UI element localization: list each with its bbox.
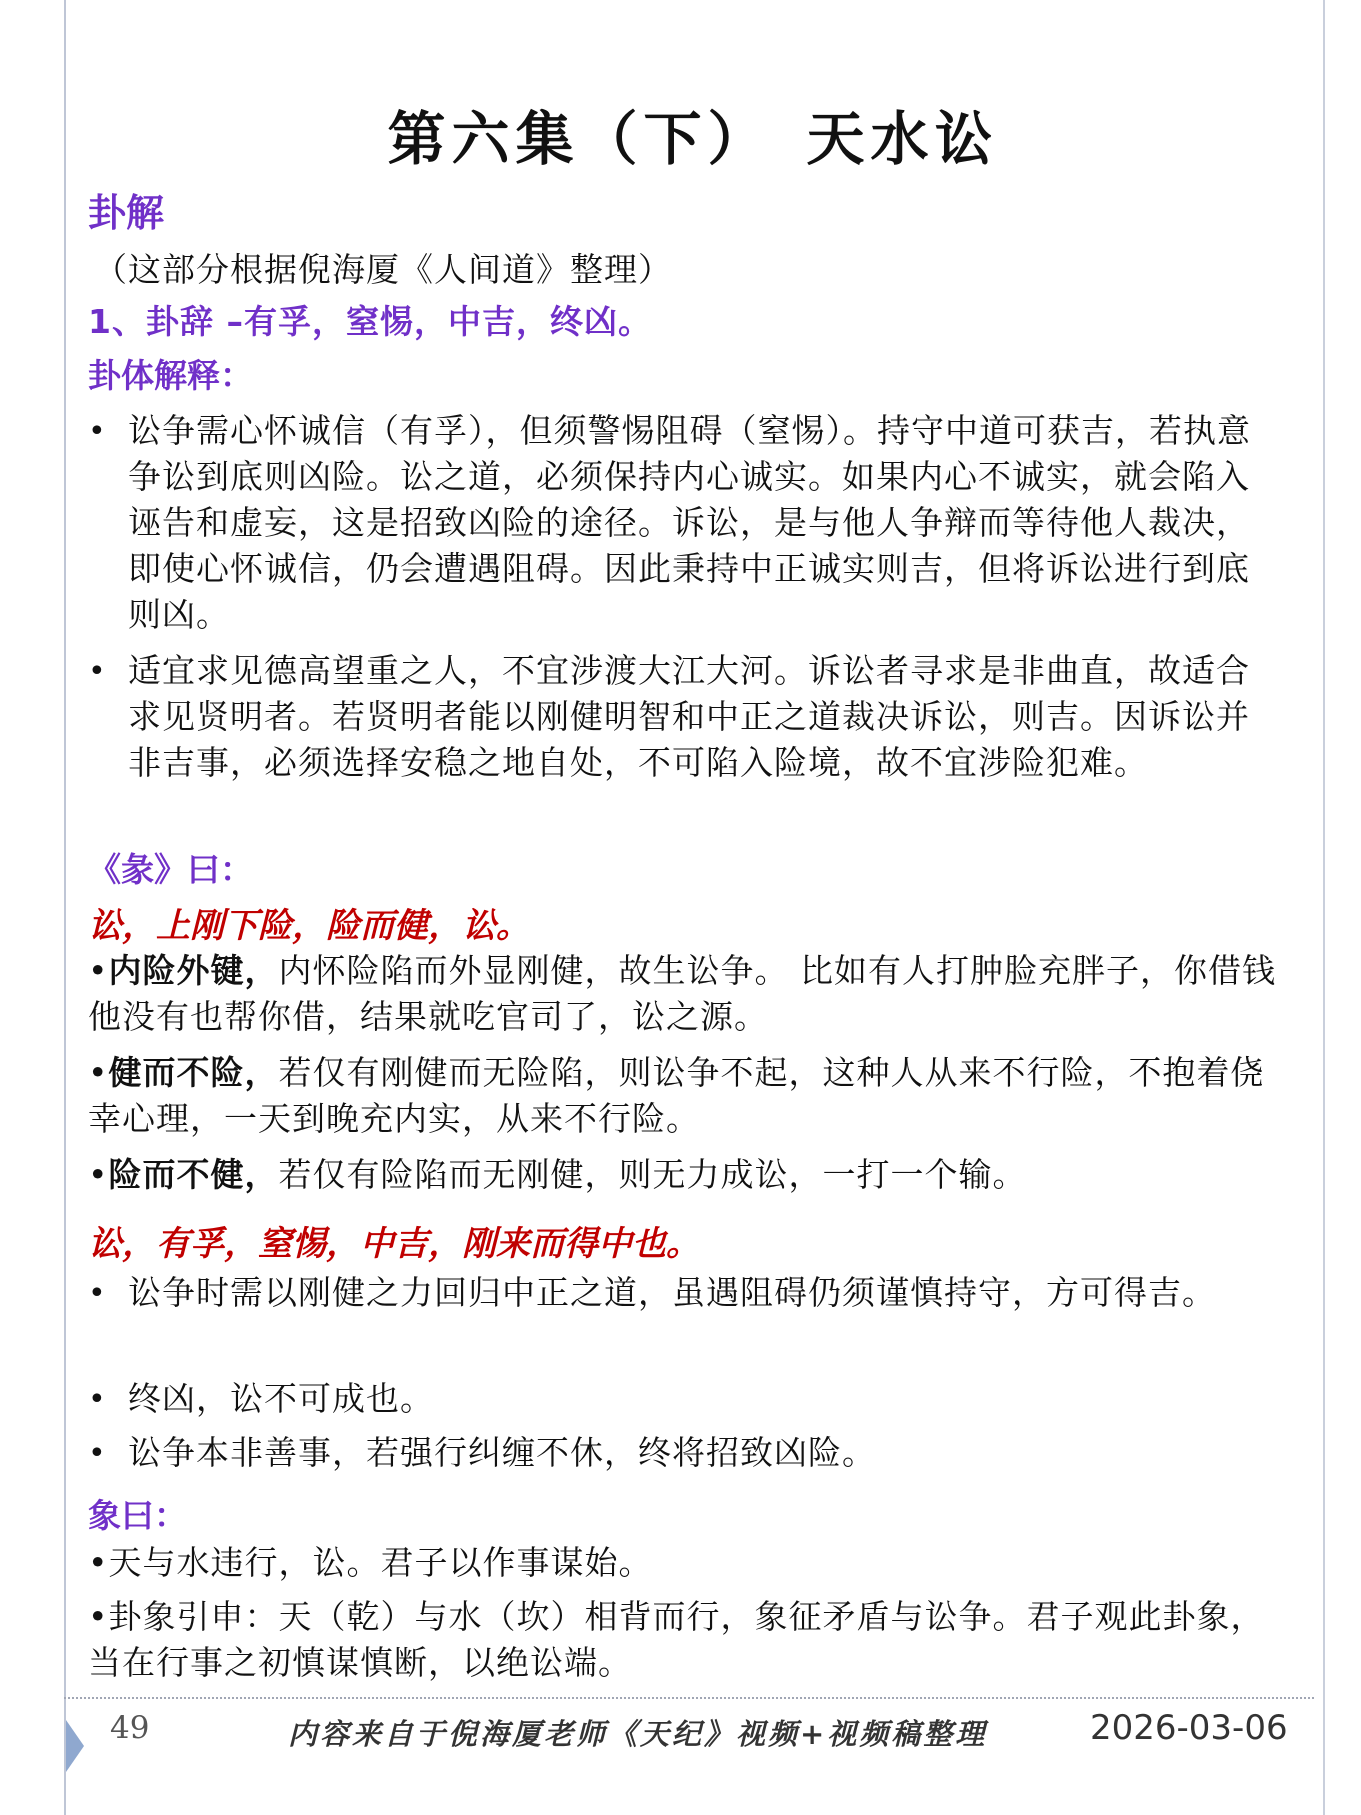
xiang-heading: 象曰： bbox=[88, 1496, 187, 1535]
page-title: 第六集（下） 天水讼 bbox=[387, 105, 999, 173]
bullet-dot: • bbox=[88, 414, 106, 449]
footer-triangle-icon bbox=[66, 1720, 84, 1772]
tuan-quote-2: 讼，有孚，窒惕，中吉，刚来而得中也。 bbox=[88, 1224, 700, 1264]
page-frame-left bbox=[64, 0, 66, 1815]
bullet-dot: • bbox=[88, 1276, 106, 1311]
tuan-item-text: 若仅有刚健而无险陷，则讼争不起，这种人从来不行险，不抱着侥幸心理，一天到晚充内实，从来不行险。 bbox=[88, 1053, 1265, 1138]
slide-content bbox=[88, 0, 1298, 1700]
source-note: （这部分根据倪海厦《人间道》整理） bbox=[94, 250, 672, 289]
gua-ci-line: 1、卦辞 –有孚，窒惕，中吉，终凶。 bbox=[88, 302, 652, 341]
xiang-item-1: •天与水违行，讼。君子以作事谋始。 bbox=[88, 1543, 653, 1582]
tuan-item-3 bbox=[88, 1152, 1298, 1198]
bullet-dot: • bbox=[88, 1053, 109, 1092]
tuan-item-term: 内险外键， bbox=[108, 951, 279, 990]
bullet-dot: • bbox=[88, 1155, 109, 1194]
tuan-quote-1: 讼，上刚下险，险而健，讼。 bbox=[88, 906, 530, 946]
bullet-dot: • bbox=[88, 951, 109, 990]
tuan-bullet-2: 终凶，讼不可成也。 bbox=[128, 1379, 434, 1418]
page-number: 49 bbox=[110, 1710, 150, 1746]
bullet-dot: • bbox=[88, 1436, 106, 1471]
page-frame-right bbox=[1323, 0, 1325, 1815]
footer-source: 内容来自于倪海厦老师《天纪》视频+视频稿整理 bbox=[288, 1717, 988, 1751]
gua-ti-heading: 卦体解释： bbox=[88, 356, 253, 395]
tuan-item-term: 险而不健， bbox=[108, 1155, 279, 1194]
gua-ti-bullet-2: 适宜求见德高望重之人，不宜涉渡大江大河。诉讼者寻求是非曲直，故适合求见贤明者。若贤明者能以刚健明智和中正之道裁决诉讼，则吉。因诉讼并非吉事，必须选择安稳之地自处，不可陷入险境，故不宜涉险犯难。 bbox=[128, 651, 1250, 782]
tuan-heading: 《彖》曰： bbox=[88, 850, 253, 889]
bullet-dot: • bbox=[88, 1382, 106, 1417]
bullet-dot: • bbox=[88, 654, 106, 689]
tuan-item-text: 内怀险陷而外显刚健，故生讼争。 比如有人打肿脸充胖子，你借钱他没有也帮你借，结果就吃官司了，讼之源。 bbox=[88, 951, 1276, 1036]
tuan-item-2 bbox=[88, 1050, 1298, 1142]
tuan-item-text: 若仅有险陷而无刚健，则无力成讼，一打一个输。 bbox=[278, 1155, 1027, 1194]
footer-divider bbox=[64, 1697, 1314, 1699]
footer-date: 2026-03-06 bbox=[1090, 1708, 1288, 1748]
xiang-item-2: •卦象引申：天（乾）与水（坎）相背而行，象征矛盾与讼争。君子观此卦象，当在行事之初慎谋慎断，以绝讼端。 bbox=[88, 1597, 1265, 1682]
gua-ti-bullet-1: 讼争需心怀诚信（有孚），但须警惕阻碍（窒惕）。持守中道可获吉，若执意争讼到底则凶险。讼之道，必须保持内心诚实。如果内心不诚实，就会陷入诬告和虚妄，这是招致凶险的途径。诉讼，是与他人争辩而等待他人裁决，即使心怀诚信，仍会遭遇阻碍。因此秉持中正诚实则吉，但将诉讼进行到底则凶。 bbox=[128, 411, 1251, 634]
tuan-bullet-3: 讼争本非善事，若强行纠缠不休，终将招致凶险。 bbox=[128, 1433, 876, 1472]
tuan-item-term: 健而不险， bbox=[108, 1053, 279, 1092]
section-heading: 卦解 bbox=[88, 191, 165, 235]
tuan-item-1 bbox=[88, 948, 1298, 1040]
tuan-bullet-1: 讼争时需以刚健之力回归中正之道，虽遇阻碍仍须谨慎持守，方可得吉。 bbox=[128, 1273, 1216, 1312]
